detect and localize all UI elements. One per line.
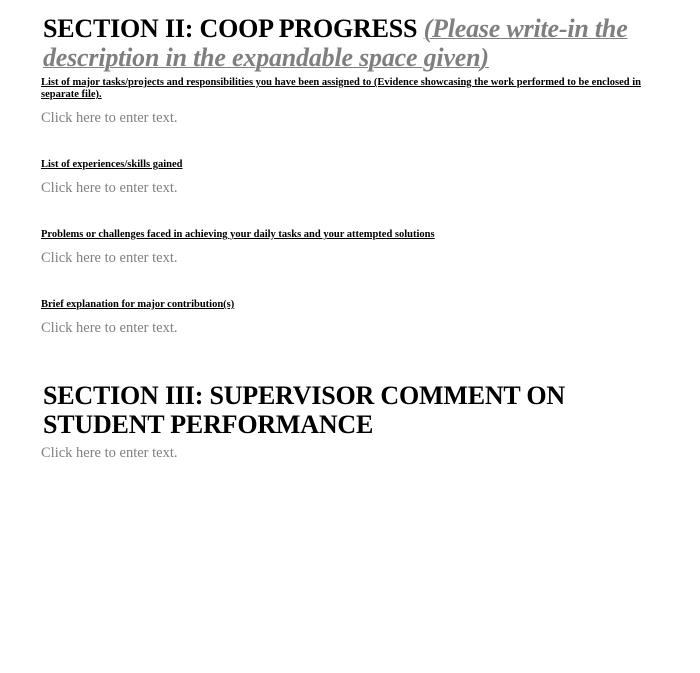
contribution-text-field[interactable]: Click here to enter text.	[41, 320, 178, 336]
challenges-text-field[interactable]: Click here to enter text.	[41, 250, 178, 266]
tasks-text-field[interactable]: Click here to enter text.	[41, 110, 178, 126]
skills-text-field[interactable]: Click here to enter text.	[41, 180, 178, 196]
section-2-title: SECTION II: COOP PROGRESS	[43, 14, 424, 43]
supervisor-comment-text-field[interactable]: Click here to enter text.	[41, 445, 178, 461]
contribution-field-label: Brief explanation for major contribution(s)	[41, 299, 235, 310]
section-2-heading	[43, 14, 683, 72]
challenges-field-label: Problems or challenges faced in achieving your daily tasks and your attempted solutions	[41, 229, 435, 240]
tasks-field-label: List of major tasks/projects and responsibilities you have been assigned to (Evidence showcasing the work performed to be enclosed in separate file).	[41, 77, 641, 100]
skills-field-label: List of experiences/skills gained	[41, 159, 183, 170]
section-2-instruction-note: (Please write-in the description in the expandable space given)	[43, 14, 628, 72]
section-3-heading: SECTION III: SUPERVISOR COMMENT ON STUDENT PERFORMANCE	[43, 381, 565, 439]
